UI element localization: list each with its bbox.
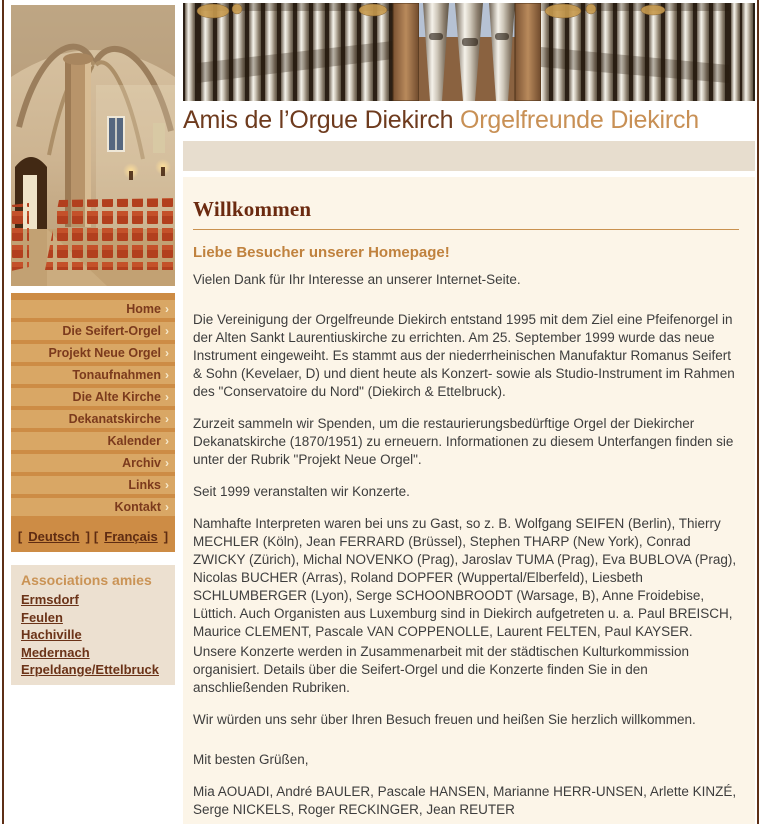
title-underbar — [183, 141, 755, 171]
sidebar-item-die-alte-kirche[interactable] — [11, 388, 175, 406]
paragraph-donations: Zurzeit sammeln wir Spenden, um die restaurierungsbedürftige Orgel der Diekircher Dekanatskirche (1870/1951) zu erneuern. Informationen zu diesem Unterfangen finden sie unter der Rubrik "Projekt Neue Orgel". — [193, 416, 734, 467]
language-link-francais[interactable]: Français — [104, 528, 158, 544]
association-link-medernach[interactable]: Medernach — [21, 644, 90, 660]
sidebar-item-label: Kalender — [107, 434, 161, 448]
chevron-right-icon: › — [165, 478, 169, 492]
paragraph-committee-names: Mia AOUADI, André BAULER, Pascale HANSEN, Marianne HERR-UNSEN, Arlette KINZÉ, Serge NICKELS, Roger RECKINGER, Jean REUTER — [193, 784, 737, 817]
sidebar-item-home[interactable] — [11, 300, 175, 318]
chevron-right-icon: › — [165, 500, 169, 514]
paragraph-greeting: Mit besten Grüßen, — [193, 752, 309, 767]
bracket: [ — [93, 528, 99, 544]
chevron-right-icon: › — [165, 324, 169, 338]
welcome-subheading: Liebe Besucher unserer Homepage! — [193, 244, 450, 261]
language-link-deutsch[interactable]: Deutsch — [28, 528, 80, 544]
chevron-right-icon: › — [165, 456, 169, 470]
sidebar-item-projekt-neue-orgel[interactable] — [11, 344, 175, 362]
chevron-right-icon: › — [165, 346, 169, 360]
church-interior-photo — [11, 5, 175, 286]
sidebar-item-label: Dekanatskirche — [68, 412, 161, 426]
associations-heading: Associations amies — [21, 572, 152, 588]
association-link-hachiville[interactable]: Hachiville — [21, 627, 82, 643]
sidebar-item-kontakt[interactable] — [11, 498, 175, 516]
sidebar-item-dekanatskirche[interactable] — [11, 410, 175, 428]
paragraph-thanks: Vielen Dank für Ihr Interesse an unserer Internet-Seite. — [193, 272, 521, 287]
sidebar-item-label: Projekt Neue Orgel — [48, 346, 161, 360]
chevron-right-icon: › — [165, 390, 169, 404]
sidebar-item-label: Archiv — [122, 456, 161, 470]
sidebar-item-links[interactable] — [11, 476, 175, 494]
paragraph-guest-artists: Namhafte Interpreten waren bei uns zu Gast, so z. B. Wolfgang SEIFEN (Berlin), Thierry MECHLER (Köln), Jean FERRARD (Brüssel), Stephen THARP (New York), Conrad ZWICKY (Zürich), Michal NOVENKO (Prag), Jaroslav TUMA (Prag), Eva BUBLOVA (Prag), Nicolas BUCHER (Arras), Roland DOPFER (Wuppertal/Elberfeld), Liesbeth SCHLUMBERGER (Lyon), Serge SCHOONBROODT (Warsage, B), Anne Froidebise, Lüttich. Auch Organisten aus Luxemburg sind in Diekirch aufgetreten u. a. Paul BREISCH, Maurice CLEMENT, Pascale VAN COPPENOLLE, Laurent FELTEN, Paul KAYSER. — [193, 516, 737, 639]
sidebar-item-label: Links — [128, 478, 161, 492]
paragraph-organisation: Unsere Konzerte werden in Zusammenarbeit mit der städtischen Kulturkommission organisiert. Details über die Seifert-Orgel und die Konzerte finden Sie in den anschließenden Rubriken. — [193, 644, 689, 695]
chevron-right-icon: › — [165, 368, 169, 382]
chevron-right-icon: › — [165, 412, 169, 426]
sidebar-item-label: Home — [126, 302, 161, 316]
sidebar-item-label: Tonaufnahmen — [72, 368, 161, 382]
site-title-french: Amis de l’Orgue Diekirch — [183, 106, 454, 134]
sidebar-item-label: Die Seifert-Orgel — [62, 324, 161, 338]
site-title — [183, 101, 755, 139]
left-frame-line — [2, 0, 4, 824]
main-content — [183, 177, 755, 824]
right-frame-line — [757, 0, 759, 824]
bracket: ] — [163, 528, 169, 544]
chevron-right-icon: › — [165, 434, 169, 448]
association-link-erpeldange-ettelbruck[interactable]: Erpeldange/Ettelbruck — [21, 662, 159, 678]
sidebar-item-die-seifert-orgel[interactable] — [11, 322, 175, 340]
associations-box — [11, 565, 175, 685]
site-title-german: Orgelfreunde Diekirch — [460, 106, 700, 134]
sidebar-item-tonaufnahmen[interactable] — [11, 366, 175, 384]
association-link-ermsdorf[interactable]: Ermsdorf — [21, 592, 79, 607]
sidebar-item-label: Die Alte Kirche — [72, 390, 161, 404]
bracket: [ — [17, 528, 23, 544]
chevron-right-icon: › — [165, 302, 169, 316]
bracket: ] — [85, 528, 90, 544]
sidebar-item-kalender[interactable] — [11, 432, 175, 450]
paragraph-invitation: Wir würden uns sehr über Ihren Besuch freuen und heißen Sie herzlich willkommen. — [193, 712, 696, 727]
page-title: Willkommen — [193, 197, 739, 230]
paragraph-history: Die Vereinigung der Orgelfreunde Diekirch entstand 1995 mit dem Ziel eine Pfeifenorgel in der Alten Sankt Laurentiuskirche zu errichten. Am 25. September 1999 wurde das neue Instrument eingeweiht. Es stammt aus der niederrheinischen Manufaktur Romanus Seifert & Sohn (Kevelaer, D) und dient heute als Konzert- sowie als Studio-Instrument im Rahmen des "Conservatoire du Nord" (Diekirch & Ettelbruck). — [193, 312, 735, 399]
organ-pipes-header-image — [183, 3, 755, 101]
sidebar-item-label: Kontakt — [114, 500, 161, 514]
language-switcher — [11, 520, 175, 552]
association-link-feulen[interactable]: Feulen — [21, 609, 63, 625]
sidebar-nav — [11, 293, 175, 552]
paragraph-concerts-since: Seit 1999 veranstalten wir Konzerte. — [193, 484, 410, 499]
sidebar-item-archiv[interactable] — [11, 454, 175, 472]
